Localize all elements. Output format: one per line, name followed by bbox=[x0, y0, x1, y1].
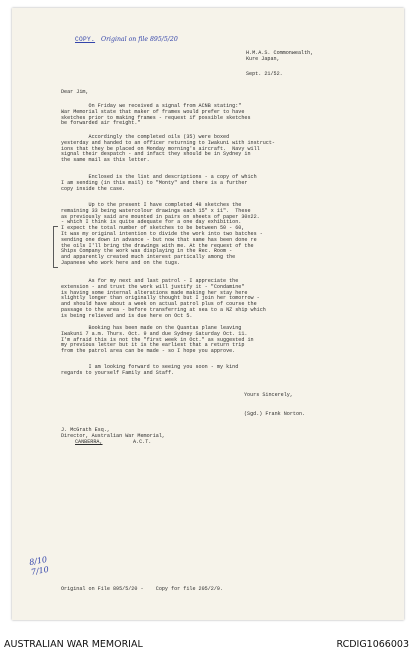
handwritten-file-note: Original on file 895/5/20 bbox=[101, 36, 178, 43]
archive-footer bbox=[0, 636, 413, 653]
archive-name: AUSTRALIAN WAR MEMORIAL bbox=[4, 639, 143, 650]
closing: Yours Sincerely, bbox=[244, 392, 293, 398]
letter-header: H.M.A.S. Commonwealth, Kure Japan, bbox=[246, 50, 314, 62]
paragraph-6: Booking has been made on the Quantas plane leaving Iwakuni 7 a.m. Thurs. Oct. 9 and due Sydney Saturday Oct. 11. I'm afraid this is not the "first week in Oct." as suggested in my previous letter but it is the earliest that a return trip from the patrol area can be made - so I hope you approve. bbox=[61, 325, 254, 355]
file-reference-line: Original on File 895/5/20 - Copy for file 205/2/9. bbox=[61, 586, 224, 592]
letter-date: Sept. 21/52. bbox=[246, 71, 283, 77]
paragraph-5: As for my next and last patrol - I appreciate the extension - and trust the work will justify it - "Condamine" is having some internal alterations made making her stay here slightly longer than originally thought but I join her tomorrow - and should have about a week on actual patrol plus of course the passage to the area - before transferring at sea to a NZ ship which is being relieved and is due here on Oct 5. bbox=[61, 278, 266, 319]
recipient-city: CANBERRA, bbox=[75, 439, 103, 445]
paragraph-2: Accordingly the completed oils (35) were boxed yesterday and handed to an officer returning to Iwakuni with instruct- ions that they be placed on Monday morning's aircraft. Navy will signal their despatch - and infact they should be in Sydney in the same mail as this letter. bbox=[61, 134, 275, 164]
salutation: Dear Jim, bbox=[61, 89, 89, 95]
recipient-name: J. McGrath Esq., bbox=[61, 427, 110, 433]
margin-brace-mark bbox=[53, 226, 58, 268]
signature: (Sgd.) Frank Norton. bbox=[244, 411, 306, 417]
recipient-state: A.C.T. bbox=[133, 439, 152, 445]
record-id: RCDIG1066003 bbox=[336, 639, 409, 650]
paragraph-7: I am looking forward to seeing you soon - my kind regards to yourself Family and Staff. bbox=[61, 364, 239, 376]
paragraph-3: Enclosed is the list and descriptions - a copy of which I am sending (in this mail) to "Monty" and there is a further copy inside the case. bbox=[61, 174, 257, 192]
paragraph-4: Up to the present I have completed 48 sketches the remaining 33 being watercolour drawings each 15" x 11". These as previously said are mounted in pairs on sheets of paper 30x22. - which I think is quite adequate for a one day exhibition. I expect the total number of sketches to be between 50 - 60, It was my original intention to divide the work into two batches - sending one down in advance - but now that same has been done re the oils I'll bring the drawings with me. At the request of the Ships Company the work was displaying in the Rec. Room - and apparently created much interest partically among the Japanese who work here and on the tugs. bbox=[61, 202, 263, 266]
copy-stamp: COPY. bbox=[75, 36, 96, 43]
recipient-title: Director, Australian War Memorial, bbox=[61, 433, 165, 439]
paragraph-1: On Friday we received a signal from ACNB stating:" War Memorial state that maker of frames would prefer to have sketches prior to making frames - request if possible sketches be forwarded air freight." bbox=[61, 103, 251, 127]
handwritten-margin-annotation: 8/10 7/10 bbox=[28, 554, 50, 577]
